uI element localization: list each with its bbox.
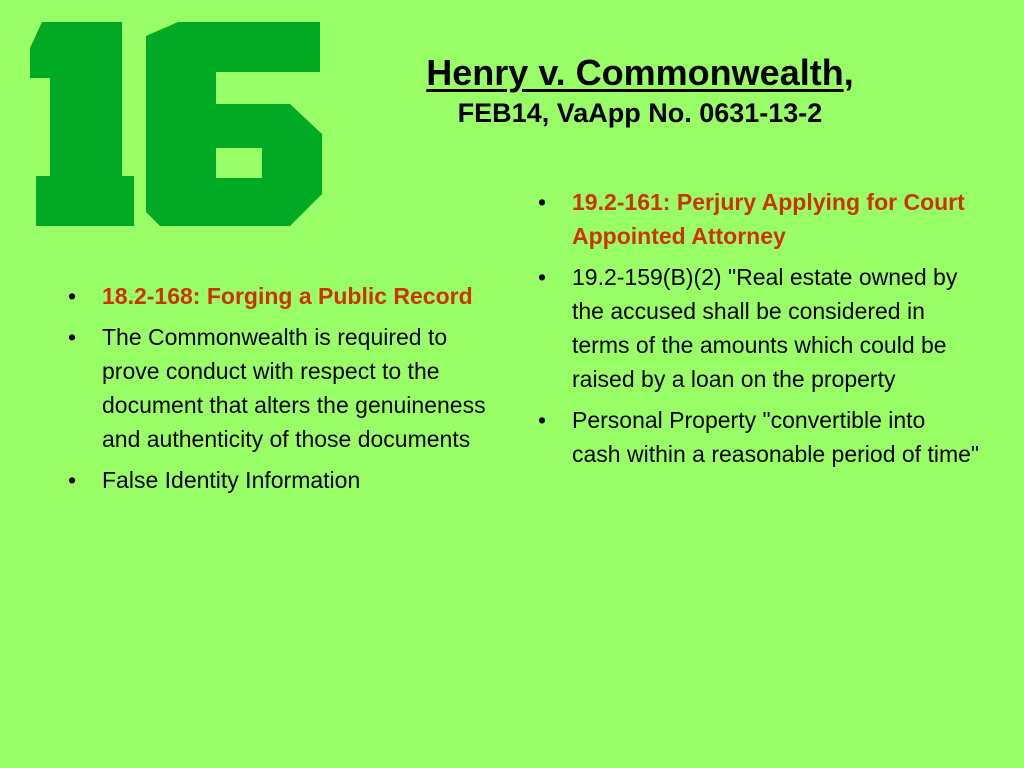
title-block xyxy=(340,52,940,130)
list-item-text: The Commonwealth is required to prove conduct with respect to the document that alters the genuineness and authenticity of those documents xyxy=(102,324,486,452)
list-item-text: Personal Property "convertible into cash within a reasonable period of time" xyxy=(572,407,980,467)
bullet-icon: • xyxy=(537,264,547,290)
bullet-icon: • xyxy=(67,283,77,309)
left-bullet-list xyxy=(60,279,500,504)
list-item-text: False Identity Information xyxy=(102,467,361,493)
list-item xyxy=(530,260,980,396)
bullet-icon: • xyxy=(537,189,547,215)
list-item-text: 19.2-159(B)(2) "Real estate owned by the accused shall be considered in terms of the amounts which could be raised by a loan on the property xyxy=(572,264,958,392)
case-citation: FEB14, VaApp No. 0631-13-2 xyxy=(457,98,823,128)
bullet-icon: • xyxy=(537,407,547,433)
title-punctuation: , xyxy=(843,52,854,93)
list-item xyxy=(530,185,980,253)
list-item-text: 19.2-161: Perjury Applying for Court Appointed Attorney xyxy=(572,189,965,249)
list-item xyxy=(60,463,500,497)
right-bullet-list xyxy=(530,185,980,478)
case-name: Henry v. Commonwealth xyxy=(426,52,844,93)
bullet-icon: • xyxy=(67,324,77,350)
bullet-icon: • xyxy=(67,467,77,493)
list-item-text: 18.2-168: Forging a Public Record xyxy=(102,283,473,309)
list-item xyxy=(60,320,500,456)
list-item xyxy=(60,279,500,313)
list-item xyxy=(530,403,980,471)
page-title xyxy=(340,52,940,94)
slide-number-graphic xyxy=(28,16,328,231)
